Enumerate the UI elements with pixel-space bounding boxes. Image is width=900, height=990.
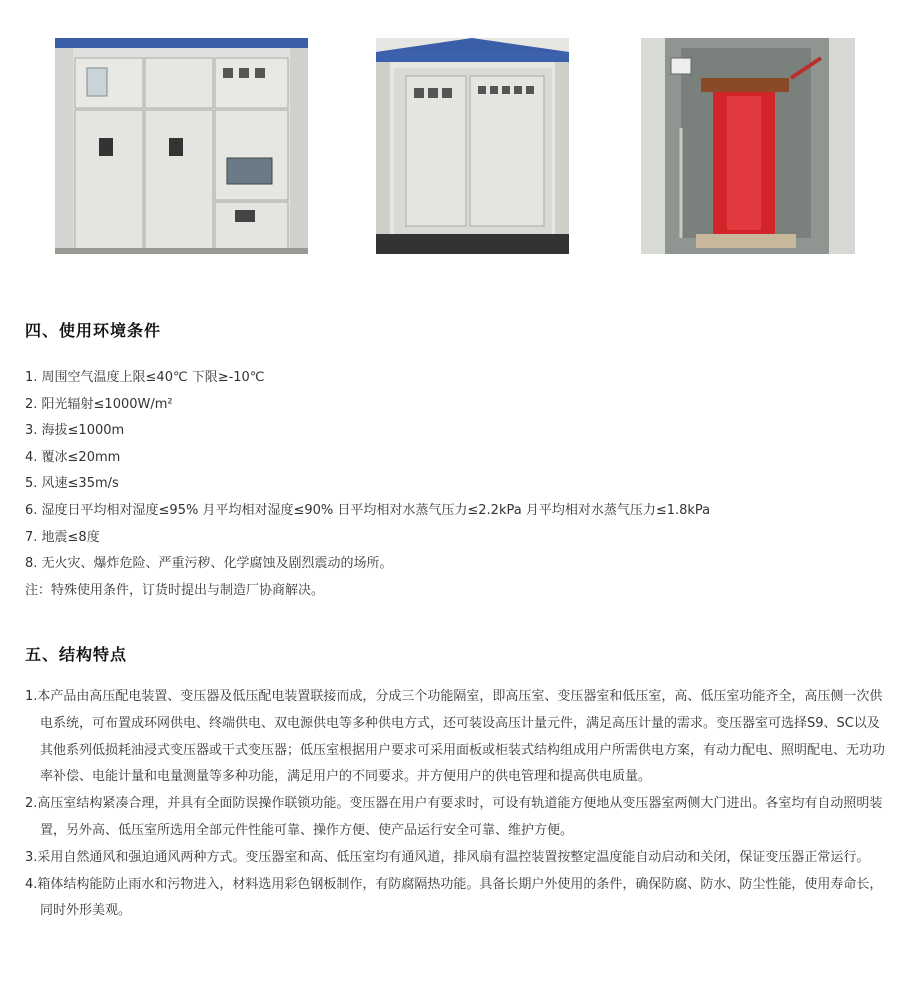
- list-item: 3.采用自然通风和强迫通风两种方式。变压器室和高、低压室均有通风道，排风扇有温控装置按整定温度能自动启动和关闭，保证变压器正常运行。: [25, 849, 870, 865]
- list-item: 7. 地震≤8度: [25, 529, 100, 545]
- transformer-photo: [641, 38, 855, 254]
- high-voltage-switchgear-photo-icon: [55, 38, 308, 254]
- switchgear-photo: [55, 38, 308, 254]
- low-voltage-cabinet-photo-icon: [376, 38, 569, 254]
- list-item: 2.高压室结构紧凑合理，并具有全面防误操作联锁功能。变压器在用户有要求时，可设有轨道能方便地从变压器室两侧大门进出。各室均有自动照明装置，另外高、低压室所选用全部元件性能可靠、操作方便、使产品运行安全可靠、维护方便。: [25, 796, 883, 838]
- dry-type-transformer-photo-icon: [641, 38, 855, 254]
- structure-features-list: [25, 684, 885, 925]
- list-item: 4. 覆冰≤20mm: [25, 449, 121, 465]
- env-conditions-list: [25, 365, 885, 604]
- list-item: 3. 海拔≤1000m: [25, 423, 125, 439]
- list-item: 1. 周围空气温度上限≤40℃ 下限≥-10℃: [25, 370, 265, 385]
- structure-section-title: 五、结构特点: [25, 645, 128, 664]
- list-item: 1.本产品由高压配电装置、变压器及低压配电装置联接而成，分成三个功能隔室，即高压室、变压器室和低压室，高、低压室功能齐全，高压侧一次供电系统，可布置成环网供电、终端供电、双电源供电等多种供电方式，还可装设高压计量元件，满足高压计量的需求。变压器室可选择S9、SC以及其他系列低损耗油浸式变压器或干式变压器；低压室根据用户要求可采用面板或柜装式结构组成用户所需供电方案，有动力配电、照明配电、无功功率补偿、电能计量和电量测量等多种功能，满足用户的不同要求。并方便用户的供电管理和提高供电质量。: [25, 689, 886, 785]
- list-item: 2. 阳光辐射≤1000W/m²: [25, 396, 173, 412]
- env-section-title: 四、使用环境条件: [25, 321, 162, 340]
- list-item: 6. 湿度日平均相对湿度≤95% 月平均相对湿度≤90% 日平均相对水蒸气压力≤2.2kPa 月平均相对水蒸气压力≤1.8kPa: [25, 502, 711, 518]
- note-item: 注：特殊使用条件，订货时提出与制造厂协商解决。: [25, 582, 325, 598]
- list-item: 5. 风速≤35m/s: [25, 476, 119, 492]
- list-item: 8. 无火灾、爆炸危险、严重污秽、化学腐蚀及剧烈震动的场所。: [25, 556, 393, 572]
- list-item: 4.箱体结构能防止雨水和污物进入，材料选用彩色钢板制作，有防腐隔热功能。具备长期户外使用的条件，确保防腐、防水、防尘性能，使用寿命长，同时外形美观。: [25, 876, 883, 919]
- low-voltage-cabinet-photo: [376, 38, 569, 254]
